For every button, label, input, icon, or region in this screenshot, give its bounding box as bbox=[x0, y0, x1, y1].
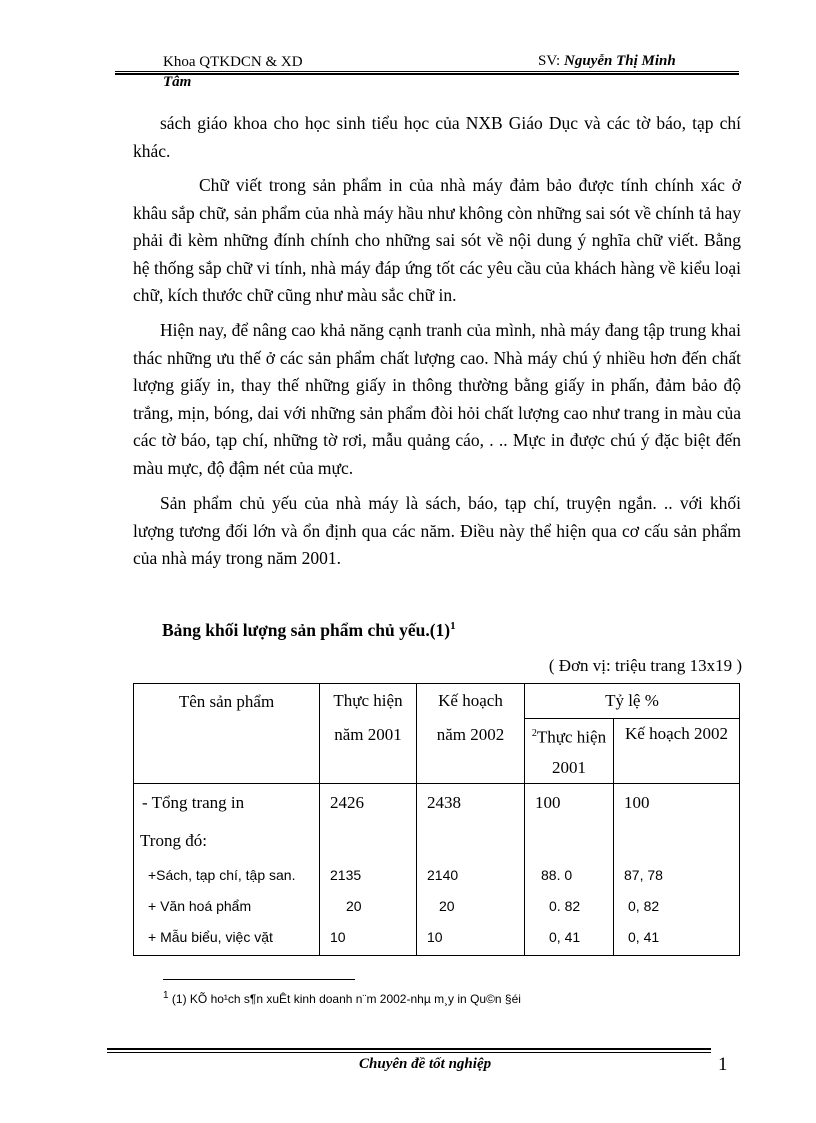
header-student bbox=[538, 53, 676, 70]
column-actual bbox=[320, 783, 417, 955]
footnote bbox=[163, 990, 521, 1006]
header-product-name: Tên sản phẩm bbox=[134, 684, 320, 784]
row-total-ratio-plan: 100 bbox=[624, 792, 650, 812]
footnote-separator bbox=[163, 979, 355, 980]
paragraph-3 bbox=[133, 317, 741, 482]
header-rule-thick bbox=[115, 73, 739, 75]
header-student-name: Nguyễn Thị Minh bbox=[563, 53, 676, 69]
footer-rule-thick bbox=[107, 1048, 711, 1050]
paragraph-1-text: sách giáo khoa cho học sinh tiểu học của NXB Giáo Dục và các tờ báo, tạp chí khác. bbox=[133, 113, 741, 161]
row-forms-ratio-plan: 0, 41 bbox=[628, 928, 660, 945]
header-ratio: Tỷ lệ % bbox=[525, 684, 740, 719]
table-title-footnote-ref: 1 bbox=[450, 620, 456, 633]
row-total-name: - Tổng trang in bbox=[142, 792, 245, 812]
page-number: 1 bbox=[718, 1054, 728, 1075]
header-plan-line2: năm 2002 bbox=[436, 725, 505, 744]
row-books-ratio-actual: 88. 0 bbox=[541, 866, 573, 883]
footnote-marker: 1 bbox=[163, 990, 169, 1001]
footer-rule-thin bbox=[107, 1052, 711, 1053]
header-actual-line2: năm 2001 bbox=[334, 725, 402, 744]
paragraph-4 bbox=[133, 490, 741, 573]
footnote-text: (1) KÕ ho¹ch s¶n xuÊt kinh doanh n¨m 2002-nhµ m¸y in Qu©n §éi bbox=[171, 992, 521, 1006]
product-volume-table bbox=[133, 683, 740, 956]
row-subheading-ratio-plan bbox=[614, 822, 739, 860]
row-subheading-ratio-actual bbox=[525, 822, 613, 860]
row-culture-actual: 20 bbox=[346, 897, 362, 914]
row-books-ratio-plan: 87, 78 bbox=[624, 866, 663, 883]
row-subheading-name: Trong đó: bbox=[140, 830, 207, 850]
row-culture-ratio-actual: 0. 82 bbox=[549, 897, 581, 914]
row-culture-plan: 20 bbox=[439, 897, 455, 914]
column-ratio-actual bbox=[525, 783, 614, 955]
header-actual-line1: Thực hiện bbox=[333, 691, 403, 710]
row-total-ratio-actual: 100 bbox=[535, 792, 561, 812]
row-culture-ratio-plan: 0, 82 bbox=[628, 897, 660, 914]
table-header-row-1 bbox=[134, 684, 740, 719]
header-sv-label: SV: bbox=[538, 53, 564, 69]
row-culture-name: + Văn hoá phẩm bbox=[148, 897, 252, 914]
row-forms-ratio-actual: 0, 41 bbox=[549, 928, 581, 945]
header-rule-thin bbox=[115, 71, 739, 72]
row-forms-plan: 10 bbox=[427, 928, 443, 945]
table-unit: ( Đơn vị: triệu trang 13x19 ) bbox=[548, 656, 742, 675]
paragraph-2-text: Chữ viết trong sản phẩm in của nhà máy đảm bảo được tính chính xác ở khâu sắp chữ, sản phẩm của nhà máy hầu như không còn những sai sót về chính tả hay phải đi kèm những đính chính cho những sai sót về nội dung ý nghĩa chữ viết. Bằng hệ thống sắp chữ vi tính, nhà máy đáp ứng tốt các yêu cầu của khách hàng về kiểu loại chữ, kích thước chữ cũng như màu sắc chữ in. bbox=[133, 175, 741, 305]
row-books-name: +Sách, tạp chí, tập san. bbox=[148, 866, 296, 883]
header-student-name-cont: Tâm bbox=[163, 74, 192, 90]
paragraph-2 bbox=[133, 172, 741, 310]
table-data-row bbox=[134, 783, 740, 955]
row-books-plan: 2140 bbox=[427, 866, 459, 883]
row-total-actual: 2426 bbox=[330, 792, 364, 812]
header-ratio-actual-line2: 2001 bbox=[552, 757, 586, 777]
row-subheading-plan bbox=[417, 822, 524, 860]
header-department: Khoa QTKDCN & XD bbox=[163, 54, 303, 70]
table-title-text: Bảng khối lượng sản phẩm chủ yếu.(1) bbox=[162, 620, 451, 640]
header-ratio-actual-sup: 2 bbox=[531, 728, 537, 739]
header-plan-2002 bbox=[417, 684, 525, 784]
header-ratio-actual bbox=[525, 719, 614, 784]
footer-title: Chuyên đề tốt nghiệp bbox=[359, 1056, 492, 1072]
header-ratio-plan: Kế hoạch 2002 bbox=[614, 719, 740, 784]
row-forms-name: + Mẫu biểu, việc vặt bbox=[148, 928, 273, 945]
column-ratio-plan bbox=[614, 783, 740, 955]
row-subheading-actual bbox=[320, 822, 416, 860]
paragraph-1 bbox=[133, 110, 741, 165]
column-product-names bbox=[134, 783, 320, 955]
row-total-plan: 2438 bbox=[427, 792, 461, 812]
header-plan-line1: Kế hoạch bbox=[438, 691, 503, 710]
row-books-actual: 2135 bbox=[330, 866, 362, 883]
header-actual-2001 bbox=[320, 684, 417, 784]
table-title bbox=[162, 620, 456, 641]
paragraph-4-text: Sản phẩm chủ yếu của nhà máy là sách, báo, tạp chí, truyện ngắn. .. với khối lượng tương đối lớn và ổn định qua các năm. Điều này thể hiện qua cơ cấu sản phẩm của nhà máy trong năm 2001. bbox=[133, 493, 741, 568]
column-plan bbox=[417, 783, 525, 955]
row-forms-actual: 10 bbox=[330, 928, 346, 945]
header-ratio-actual-line1: Thực hiện bbox=[536, 727, 607, 747]
paragraph-3-text: Hiện nay, để nâng cao khả năng cạnh tranh của mình, nhà máy đang tập trung khai thác những ưu thế ở các sản phẩm chất lượng cao. Nhà máy chú ý nhiều hơn đến chất lượng giấy in, thay thế những giấy in thông thường bằng giấy in phấn, đảm bảo độ trắng, mịn, bóng, dai với những sản phẩm đòi hỏi chất lượng cao như trang in màu của các tờ báo, tạp chí, những tờ rơi, mẫu quảng cáo, . .. Mực in được chú ý đặc biệt đến màu mực, độ đậm nét của mực. bbox=[133, 320, 741, 478]
